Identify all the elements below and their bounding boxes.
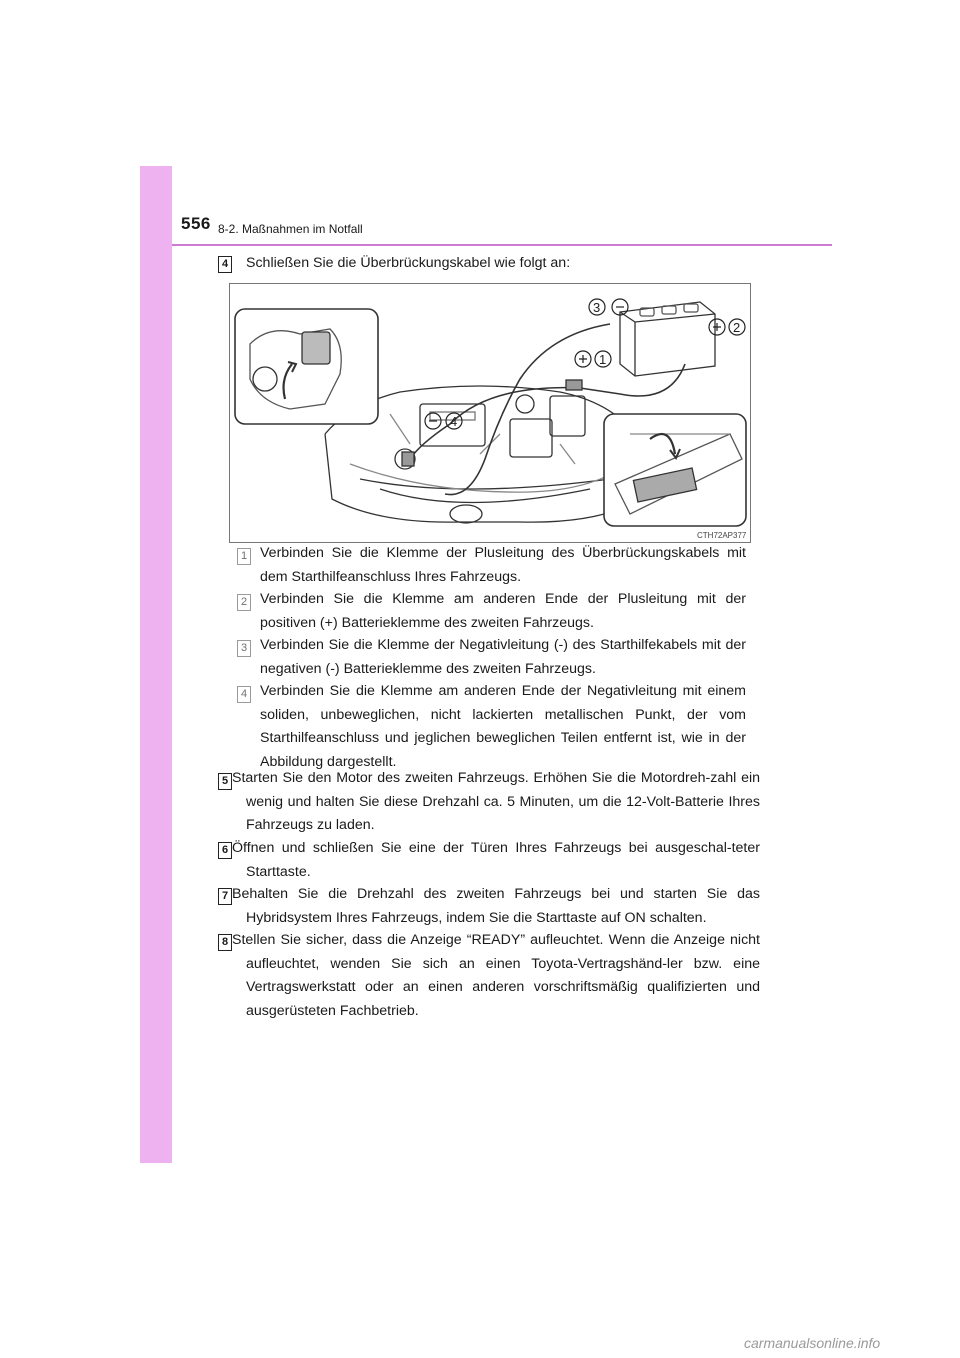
figure-code: CTH72AP377: [697, 531, 747, 540]
header-rule: [172, 244, 832, 246]
step-text: Stellen Sie sicher, dass die Anzeige “READY” aufleuchtet. Wenn die Anzeige nicht aufleuchtet, wenden Sie sich an einen Toyota-Vertragshänd-ler bzw. eine Vertragswerkstatt oder an einen anderen vorschriftsmäßig qualifizierten und ausgerüsteten Fachbetrieb.: [232, 932, 760, 1019]
step-text: Starten Sie den Motor des zweiten Fahrzeugs. Erhöhen Sie die Motordreh-zahl ein wenig und halten Sie diese Drehzahl ca. 5 Minuten, um die 12-Volt-Batterie Ihres Fahrzeugs zu laden.: [232, 770, 760, 833]
chapter-sidebar-tab: [140, 166, 172, 1163]
callout-3: 3: [593, 300, 601, 315]
substep-text: Verbinden Sie die Klemme der Plusleitung des Überbrückungskabels mit dem Starthilfeanschluss Ihres Fahrzeugs.: [260, 545, 746, 585]
substep-text: Verbinden Sie die Klemme am anderen Ende der Plusleitung mit der positiven (+) Batterieklemme des zweiten Fahrzeugs.: [260, 591, 746, 631]
step-marker: 5: [218, 773, 232, 790]
footer-watermark: carmanualsonline.info: [744, 1335, 881, 1351]
substep-marker: 2: [237, 594, 251, 611]
step-marker: 8: [218, 934, 232, 951]
substep-marker: 3: [237, 640, 251, 657]
substep-text: Verbinden Sie die Klemme am anderen Ende der Negativleitung mit einem soliden, unbeweglichen, nicht lackierten metallischen Punkt, der vom Starthilfeanschluss und jeglichen beweglichen Teilen entfernt ist, wie in der Abbildung dargestellt.: [260, 683, 746, 770]
step-marker: 6: [218, 842, 232, 859]
substep-text: Verbinden Sie die Klemme der Negativleitung (-) des Starthilfekabels mit der negativen (-) Batterieklemme des zweiten Fahrzeugs.: [260, 637, 746, 677]
step-marker: 4: [218, 256, 232, 273]
callout-4: 4: [450, 414, 458, 429]
substep-marker: 4: [237, 686, 251, 703]
jump-start-illustration: [229, 283, 751, 543]
page-number: 556: [181, 214, 211, 233]
section-title: 8-2. Maßnahmen im Notfall: [218, 222, 363, 236]
callout-2: 2: [733, 320, 741, 335]
substep-marker: 1: [237, 548, 251, 565]
callout-1: 1: [599, 352, 607, 367]
step-marker: 7: [218, 888, 232, 905]
step-text: Behalten Sie die Drehzahl des zweiten Fahrzeugs bei und starten Sie das Hybridsystem Ihres Fahrzeugs, indem Sie die Starttaste auf ON schalten.: [232, 886, 760, 926]
step-text: Schließen Sie die Überbrückungskabel wie folgt an:: [246, 255, 571, 271]
step-text: Öffnen und schließen Sie eine der Türen Ihres Fahrzeugs bei ausgeschal-teter Starttaste.: [232, 840, 760, 880]
